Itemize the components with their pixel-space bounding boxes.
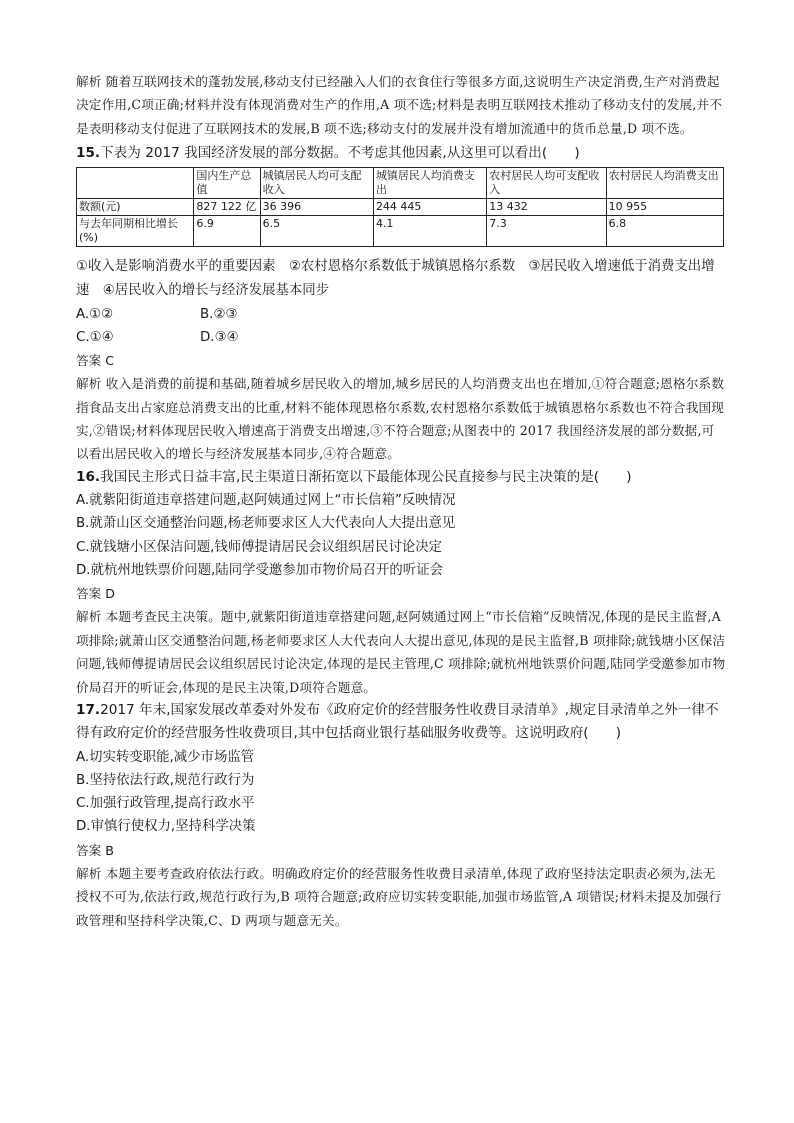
option-c: C.加强行政管理,提高行政水平 <box>76 796 255 812</box>
table-row <box>77 215 724 246</box>
table-cell: 13 432 <box>487 198 606 215</box>
table-cell: 36 396 <box>260 198 373 215</box>
q16-stem <box>76 466 726 489</box>
option-b: B.②③ <box>200 306 238 322</box>
table-cell: 827 122 亿 <box>194 198 260 215</box>
q15-stem-text: 下表为 2017 我国经济发展的部分数据。不考虑其他因素,从这里可以看出( ) <box>100 145 580 162</box>
table-header-cell <box>77 167 194 198</box>
option-b: B.就萧山区交通整治问题,杨老师要求区人大代表向人大提出意见 <box>76 516 456 532</box>
table-header-cell: 农村居民人均可支配收入 <box>487 167 606 198</box>
table-header-cell: 城镇居民人均可支配收入 <box>260 167 373 198</box>
q17-answer: 答案 B <box>76 842 114 858</box>
q15-options-row-1 <box>76 303 726 326</box>
option-c: C.①④ <box>76 329 114 345</box>
option-d: D.③④ <box>200 329 239 345</box>
q15-number: 15. <box>76 145 101 162</box>
table-cell: 244 445 <box>373 198 486 215</box>
q17-stem-text: 2017 年末,国家发展改革委对外发布《政府定价的经营服务性收费目录清单》,规定目录清单之外一律不得有政府定价的经营服务性收费项目,其中包括商业银行基础服务收费等。这说明政府( ) <box>76 701 719 742</box>
table-cell: 10 955 <box>606 198 723 215</box>
table-header-cell: 农村居民人均消费支出 <box>606 167 723 198</box>
table-cell: 7.3 <box>487 215 606 246</box>
option-b: B.坚持依法行政,规范行政行为 <box>76 772 255 788</box>
q17-number: 17. <box>76 701 101 718</box>
page <box>76 70 726 932</box>
table-header-cell: 城镇居民人均消费支出 <box>373 167 486 198</box>
option-d: D.就杭州地铁票价问题,陆同学受邀参加市物价局召开的听证会 <box>76 562 443 578</box>
q16-answer: 答案 D <box>76 586 115 602</box>
q15-statements: ①收入是影响消费水平的重要因素 ②农村恩格尔系数低于城镇恩格尔系数 ③居民收入增速低于消费支出增速 ④居民收入的增长与经济发展基本同步 <box>76 258 715 298</box>
q14-explanation: 解析 随着互联网技术的蓬勃发展,移动支付已经融入人们的衣食住行等很多方面,这说明生产决定消费,生产对消费起决定作用,C项正确;材料并没有体现消费对生产的作用,A 项不选;材料是表明互联网技术推动了移动支付的发展,并不是表明移动支付促进了互联网技术的发展,B 项不选;移动支付的发展并没有增加流通中的货币总量,D 项不选。 <box>76 74 723 136</box>
option-a: A.就紫阳街道违章搭建问题,赵阿姨通过网上“市长信箱”反映情况 <box>76 493 456 509</box>
table-cell: 6.5 <box>260 215 373 246</box>
q15-answer: 答案 C <box>76 353 114 369</box>
table-row <box>77 198 724 215</box>
q15-stem <box>76 142 726 165</box>
table-cell: 6.8 <box>606 215 723 246</box>
option-a: A.①② <box>76 306 114 322</box>
option-c: C.就钱塘小区保洁问题,钱师傅提请居民会议组织居民讨论决定 <box>76 539 443 555</box>
q17-explanation: 解析 本题主要考查政府依法行政。明确政府定价的经营服务性收费目录清单,体现了政府坚持法定职责必须为,法无授权不可为,依法行政,规范行政行为,B 项符合题意;政府应切实转变职能,加强市场监管,A 项错误;材料未提及加强行政管理和坚持科学决策,C、D 两项与题意无关。 <box>76 865 722 928</box>
table-cell: 4.1 <box>373 215 486 246</box>
option-d: D.审慎行使权力,坚持科学决策 <box>76 819 256 835</box>
q15-data-table <box>76 167 724 247</box>
q15-explanation: 解析 收入是消费的前提和基础,随着城乡居民收入的增加,城乡居民的人均消费支出也在增加,①符合题意;恩格尔系数指食品支出占家庭总消费支出的比重,材料不能体现恩格尔系数,农村恩格尔系数低于城镇恩格尔系数也不符合我国现实,②错误;材料体现居民收入增速高于消费支出增速,③不符合题意;从图表中的 2017 我国经济发展的部分数据,可以看出居民收入的增长与经济发展基本同步,④符合题意。 <box>76 376 725 462</box>
table-header-row <box>77 167 724 198</box>
table-header-cell: 国内生产总值 <box>194 167 260 198</box>
q16-explanation: 解析 本题考查民主决策。题中,就紫阳街道违章搭建问题,赵阿姨通过网上“市长信箱”反映情况,体现的是民主监督,A 项排除;就萧山区交通整治问题,杨老师要求区人大代表向人大提出意见,体现的是民主监督,B 项排除;就钱塘小区保洁问题,钱师傅提请居民会议组织居民讨论决定,体现的是民主管理,C 项排除;就杭州地铁票价问题,陆同学受邀参加市物价局召开的听证会,体现的是民主决策,D项符合题意。 <box>76 609 726 695</box>
table-cell: 数额(元) <box>77 198 194 215</box>
q16-stem-text: 我国民主形式日益丰富,民主渠道日渐拓宽以下最能体现公民直接参与民主决策的是( ) <box>100 468 632 485</box>
q17-stem <box>76 699 726 746</box>
q16-number: 16. <box>76 468 101 485</box>
table-cell: 6.9 <box>194 215 260 246</box>
q15-options-row-2 <box>76 326 726 349</box>
table-cell: 与去年同期相比增长(%) <box>77 215 194 246</box>
option-a: A.切实转变职能,减少市场监管 <box>76 749 255 765</box>
